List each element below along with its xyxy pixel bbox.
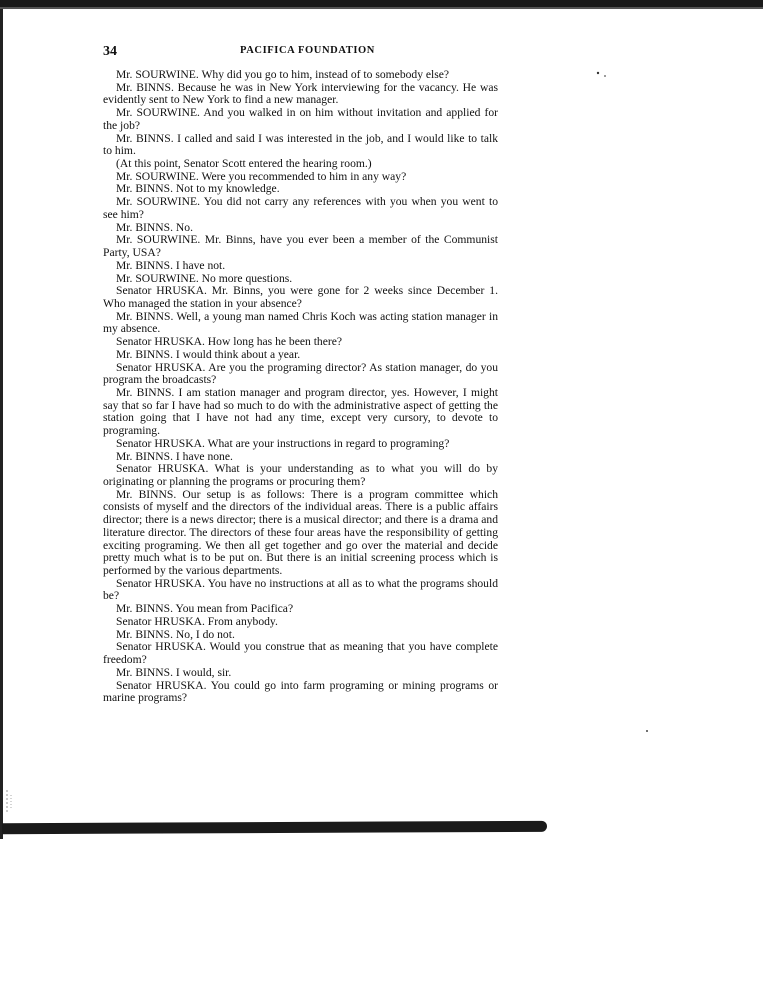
paragraph: Mr. SOURWINE. Mr. Binns, have you ever been a member of the Communist Party, USA?	[103, 233, 498, 260]
paragraph: Mr. BINNS. I would, sir.	[116, 665, 232, 679]
paragraph: Senator HRUSKA. How long has he been there?	[116, 335, 343, 349]
paragraph: Mr. BINNS. No, I do not.	[116, 627, 235, 641]
paragraph: Mr. SOURWINE. Why did you go to him, instead of to somebody else?	[116, 68, 450, 81]
paragraph: Senator HRUSKA. Are you the programing director? As station manager, do you program the broadcasts?	[103, 360, 498, 387]
top-scan-border-thin	[0, 7, 763, 9]
page-number: 34	[103, 44, 117, 59]
paragraph: Senator HRUSKA. Would you construe that as meaning that you have complete freedom?	[103, 640, 498, 667]
paragraph: Senator HRUSKA. What are your instructions in regard to programing?	[116, 436, 450, 450]
top-scan-border	[0, 0, 763, 7]
paragraph: Mr. BINNS. I would think about a year.	[116, 347, 301, 361]
bottom-scan-border	[2, 821, 547, 834]
paragraph: Mr. BINNS. No.	[116, 220, 193, 234]
paragraph: Mr. BINNS. I am station manager and program director, yes. However, I might say that so far I have had so much to do with the administrative aspect of getting the station going that I have not had any time, except very cursory, to devote to programing.	[103, 385, 498, 438]
paragraph-note: (At this point, Senator Scott entered the hearing room.)	[116, 157, 372, 171]
paragraph: Mr. BINNS. Our setup is as follows: There is a program committee which consists of myself and the directors of the individual areas. There is a public affairs director; there is a news director; there is a musical director; and there is a drama and literature director. The directors of these four areas have the responsibility of getting exciting programing. We then all get together and go over the material and decide pretty much what is to be put on. But there is an initial screening process which is performed by the various departments.	[103, 487, 498, 578]
paragraph: Mr. SOURWINE. You did not carry any references with you when you went to see him?	[103, 195, 498, 221]
paragraph: Mr. BINNS. Not to my knowledge.	[116, 182, 280, 196]
page-header	[103, 44, 498, 60]
paragraph: Mr. SOURWINE. And you walked in on him without invitation and applied for the job?	[103, 106, 498, 132]
paragraph: Mr. SOURWINE. Were you recommended to him in any way?	[116, 169, 407, 183]
running-head: PACIFICA FOUNDATION	[240, 45, 375, 56]
paragraph: Mr. BINNS. I have not.	[116, 258, 226, 272]
hearing-transcript	[103, 69, 498, 705]
paragraph: Senator HRUSKA. What is your understanding as to what you will do by originating or planning the programs or procuring them?	[103, 462, 498, 488]
paragraph: Mr. BINNS. You mean from Pacifica?	[116, 602, 294, 616]
paragraph: Senator HRUSKA. From anybody.	[116, 614, 278, 628]
paragraph: Senator HRUSKA. Mr. Binns, you were gone for 2 weeks since December 1. Who managed the station in your absence?	[103, 284, 498, 310]
left-scan-border	[0, 9, 3, 839]
paragraph: Mr. BINNS. I have none.	[116, 449, 233, 463]
paragraph: Senator HRUSKA. You could go into farm programing or mining programs or marine programs?	[103, 678, 498, 705]
paragraph: Mr. BINNS. I called and said I was interested in the job, and I would like to talk to him.	[103, 131, 498, 158]
paragraph: Mr. BINNS. Because he was in New York interviewing for the vacancy. He was evidently sent to New York to find a new manager.	[103, 80, 498, 107]
paragraph: Mr. BINNS. Well, a young man named Chris Koch was acting station manager in my absence.	[103, 309, 498, 336]
paragraph: Senator HRUSKA. You have no instructions at all as to what the programs should be?	[103, 576, 498, 603]
paragraph: Mr. SOURWINE. No more questions.	[116, 271, 293, 285]
